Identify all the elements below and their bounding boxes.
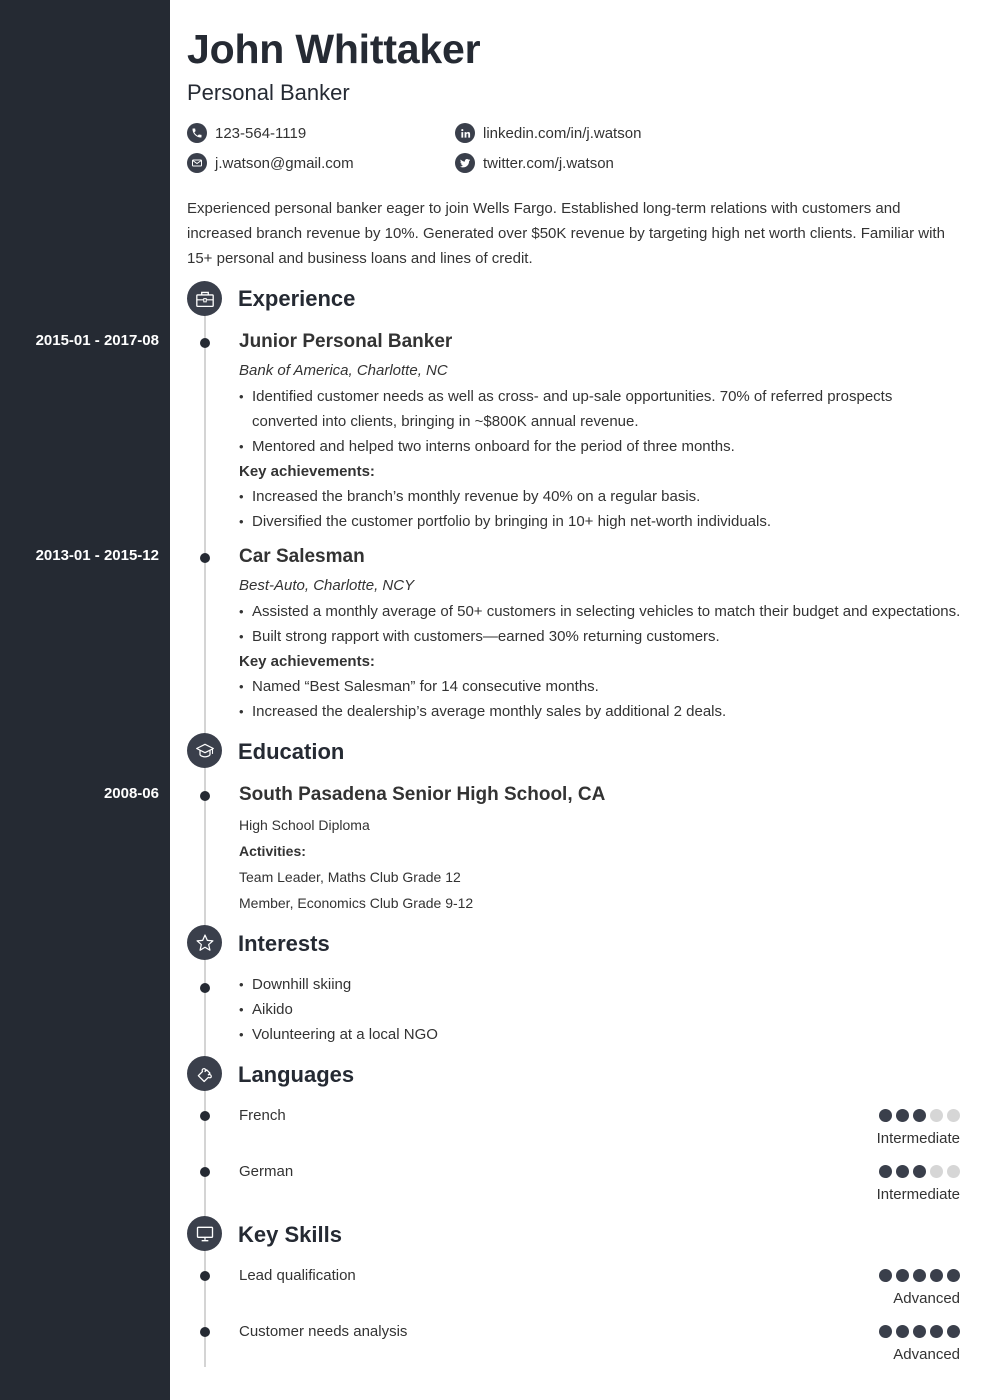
timeline-dot xyxy=(200,791,210,801)
rating-dot-filled xyxy=(947,1325,960,1338)
achievements-label: Key achievements: xyxy=(239,463,375,480)
contact-email xyxy=(187,153,354,173)
rating-dot-filled xyxy=(896,1109,909,1122)
profile-summary: Experienced personal banker eager to join Wells Fargo. Established long-term relations with customers and increased branch revenue by 10%. Generated over $50K revenue by targeting high net worth clients. Familiar with 15+ personal and business loans and lines of credit. xyxy=(187,200,945,267)
rating-dot-filled xyxy=(896,1325,909,1338)
job-title: Car Salesman xyxy=(239,546,365,567)
skill-name: Customer needs analysis xyxy=(239,1323,408,1340)
contact-linkedin xyxy=(455,123,641,143)
monitor-icon xyxy=(187,1216,222,1251)
job-title: Personal Banker xyxy=(187,80,350,105)
bullet: • Increased the branch’s monthly revenue by 40% on a regular basis. xyxy=(239,484,939,509)
section-title-experience: Experience xyxy=(238,286,356,311)
contact-twitter xyxy=(455,153,614,173)
twitter-icon xyxy=(455,153,475,173)
timeline-dot xyxy=(200,1111,210,1121)
rating-dot-filled xyxy=(913,1109,926,1122)
candidate-name: John Whittaker xyxy=(187,26,481,72)
job-dates: 2015-01 - 2017-08 xyxy=(35,332,159,349)
timeline-dot xyxy=(200,1167,210,1177)
interest-item: • Volunteering at a local NGO xyxy=(239,1022,639,1047)
bullet: • Named “Best Salesman” for 14 consecutive months. xyxy=(239,674,979,699)
degree: High School Diploma xyxy=(239,817,370,833)
timeline-dot xyxy=(200,553,210,563)
section-title-key-skills: Key Skills xyxy=(238,1222,342,1247)
rating-dot-filled xyxy=(913,1269,926,1282)
section-title-languages: Languages xyxy=(238,1062,355,1087)
twitter-text[interactable]: twitter.com/j.watson xyxy=(483,154,614,172)
skill-level: Advanced xyxy=(893,1290,960,1307)
language-level: Intermediate xyxy=(876,1186,960,1203)
section-title-education: Education xyxy=(238,739,345,764)
job-title: Junior Personal Banker xyxy=(239,331,453,352)
language-rating xyxy=(879,1165,960,1178)
skill-rating xyxy=(879,1325,960,1338)
company: Bank of America, Charlotte, NC xyxy=(239,362,448,379)
rating-dot-filled xyxy=(896,1269,909,1282)
interests-list xyxy=(239,972,639,1047)
rating-dot-empty xyxy=(930,1109,943,1122)
activity: Team Leader, Maths Club Grade 12 xyxy=(239,869,461,885)
rating-dot-filled xyxy=(930,1269,943,1282)
education-date: 2008-06 xyxy=(103,785,159,802)
timeline-line xyxy=(204,300,206,1367)
activity: Member, Economics Club Grade 9-12 xyxy=(239,895,474,911)
interest-item: • Downhill skiing xyxy=(239,972,639,997)
skill-rating xyxy=(879,1269,960,1282)
graduation-cap-icon xyxy=(187,733,222,768)
linkedin-icon xyxy=(455,123,475,143)
language-rating xyxy=(879,1109,960,1122)
bullet: • Diversified the customer portfolio by bringing in 10+ high net-worth individuals. xyxy=(239,509,939,534)
rating-dot-filled xyxy=(947,1269,960,1282)
sidebar xyxy=(0,0,170,1400)
email-icon xyxy=(187,153,207,173)
briefcase-icon xyxy=(187,281,222,316)
language-name: German xyxy=(239,1163,294,1180)
language-name: French xyxy=(239,1107,286,1124)
star-icon xyxy=(187,925,222,960)
activities-label: Activities: xyxy=(239,843,306,859)
language-level: Intermediate xyxy=(876,1130,960,1147)
timeline-dot xyxy=(200,983,210,993)
rating-dot-filled xyxy=(879,1325,892,1338)
section-title-interests: Interests xyxy=(238,931,330,956)
rating-dot-filled xyxy=(879,1269,892,1282)
phone-icon xyxy=(187,123,207,143)
bullet: • Mentored and helped two interns onboard for the period of three months. xyxy=(239,434,939,459)
job-bullets xyxy=(239,384,939,534)
rating-dot-filled xyxy=(879,1165,892,1178)
timeline-dot xyxy=(200,1327,210,1337)
rating-dot-filled xyxy=(913,1165,926,1178)
interest-item: • Aikido xyxy=(239,997,639,1022)
rating-dot-filled xyxy=(930,1325,943,1338)
contact-phone xyxy=(187,123,306,143)
school-name: South Pasadena Senior High School, CA xyxy=(239,784,606,805)
rating-dot-empty xyxy=(930,1165,943,1178)
rating-dot-empty xyxy=(947,1109,960,1122)
bullet: • Built strong rapport with customers—earned 30% returning customers. xyxy=(239,624,979,649)
bullet: • Increased the dealership’s average monthly sales by additional 2 deals. xyxy=(239,699,979,724)
achievements-label: Key achievements: xyxy=(239,653,375,670)
rating-dot-filled xyxy=(896,1165,909,1178)
skill-level: Advanced xyxy=(893,1346,960,1363)
linkedin-text[interactable]: linkedin.com/in/j.watson xyxy=(483,124,642,142)
puzzle-icon xyxy=(187,1056,222,1091)
phone-text: 123-564-1119 xyxy=(215,124,307,142)
timeline-dot xyxy=(200,338,210,348)
rating-dot-filled xyxy=(879,1109,892,1122)
skill-name: Lead qualification xyxy=(239,1267,356,1284)
rating-dot-empty xyxy=(947,1165,960,1178)
company: Best-Auto, Charlotte, NCY xyxy=(239,577,415,594)
job-dates: 2013-01 - 2015-12 xyxy=(35,547,159,564)
job-bullets xyxy=(239,599,979,724)
bullet: • Identified customer needs as well as cross- and up-sale opportunities. 70% of referred prospects converted into clients, bringing in ~$800K annual revenue. xyxy=(239,384,939,434)
timeline-dot xyxy=(200,1271,210,1281)
rating-dot-filled xyxy=(913,1325,926,1338)
bullet: • Assisted a monthly average of 50+ customers in selecting vehicles to match their budget and expectations. xyxy=(239,599,979,624)
email-text[interactable]: j.watson@gmail.com xyxy=(215,154,354,172)
